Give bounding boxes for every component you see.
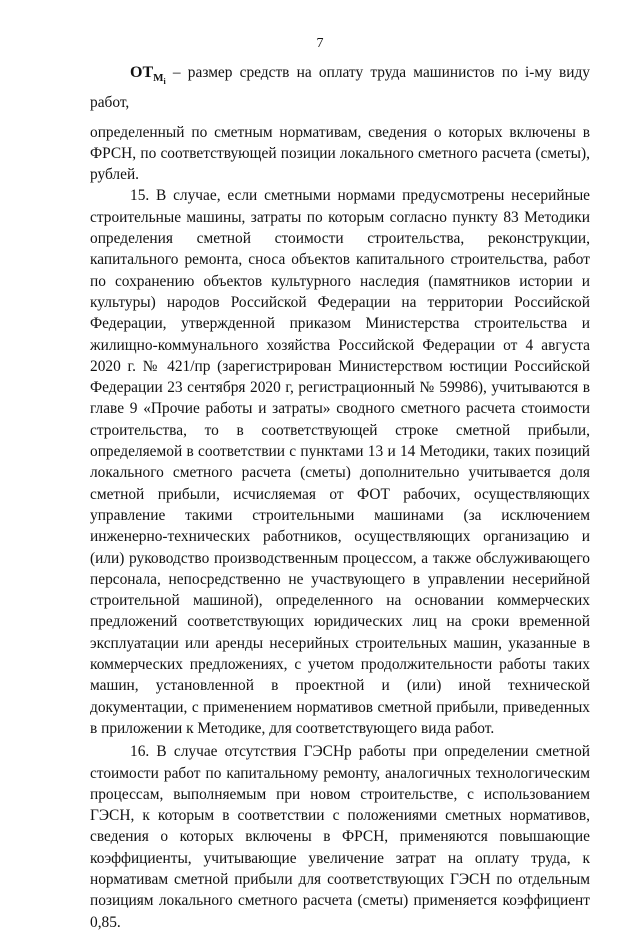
formula-subscript-letter: М [153,72,164,84]
definition-first-line [90,62,590,114]
paragraph-16: 16. В случае отсутствия ГЭСНр работы при определении сметной стоимости работ по капитальному ремонту, аналогичных технологическим процессам, выполняемым при новом строительстве, с использованием ГЭСН, к которым в соответствии с положениями сметных нормативов, сведения о которых включены в ФРСН, применяются повышающие коэффициенты, учитывающие увеличение затрат на оплату труда, к нормативам сметной прибыли для соответствующих ГЭСН по отдельным позициям локального сметного расчета (сметы) применяется коэффициент 0,85. [90,743,590,931]
definition-text-rest: определенный по сметным нормативам, сведения о которых включены в ФРСН, по соответствующей позиции локального сметного расчета (сметы), рублей. [90,123,590,184]
page-number: 7 [316,36,324,51]
formula-subscript [153,72,166,84]
formula-subscript-index: i [163,77,166,86]
formula-symbol: ОТ [130,64,154,81]
paragraph-15: 15. В случае, если сметными нормами предусмотрены несерийные строительные машины, затраты по которым согласно пункту 83 Методики определения сметной стоимости строительства, реконструкции, капитального ремонта, сноса объектов капитального строительства, работ по сохранению объектов культурного наследия (памятников истории и культуры) народов Российской Федерации на территории Российской Федерации, утвержденной приказом Министерства строительства и жилищно-коммунального хозяйства Российской Федерации от 4 августа 2020 г. № 421/пр (зарегистрирован Министерством юстиции Российской Федерации 23 сентября 2020 г, регистрационный № 59986), учитываются в главе 9 «Прочие работы и затраты» сводного сметного расчета стоимости строительства, то в соответствующей строке сметной прибыли, определяемой в соответствии с пунктами 13 и 14 Методики, таких позиций локального сметного расчета (сметы) дополнительно учитывается доля сметной прибыли, исчисляемая от ФОТ рабочих, осуществляющих управление такими строительными машинами (за исключением инженерно-технических работников, осуществляющих организацию и (или) руководство производственным процессом, а также обслуживающего персонала, непосредственно не участвующего в управлении несерийной строительной машиной), определенного на основании коммерческих предложений соответствующих юридических лиц на сроки временной эксплуатации или аренды несерийных строительных машин, указанные в коммерческих предложениях, с учетом продолжительности работы таких машин, установленной в проектной и (или) иной технической документации, с применением нормативов сметной прибыли, приведенных в приложении к Методике, для соответствующего вида работ. [90,187,590,737]
definition-text-first: – размер средств на оплату труда машинистов по i-му виду работ, [90,64,590,112]
document-body [90,58,590,933]
